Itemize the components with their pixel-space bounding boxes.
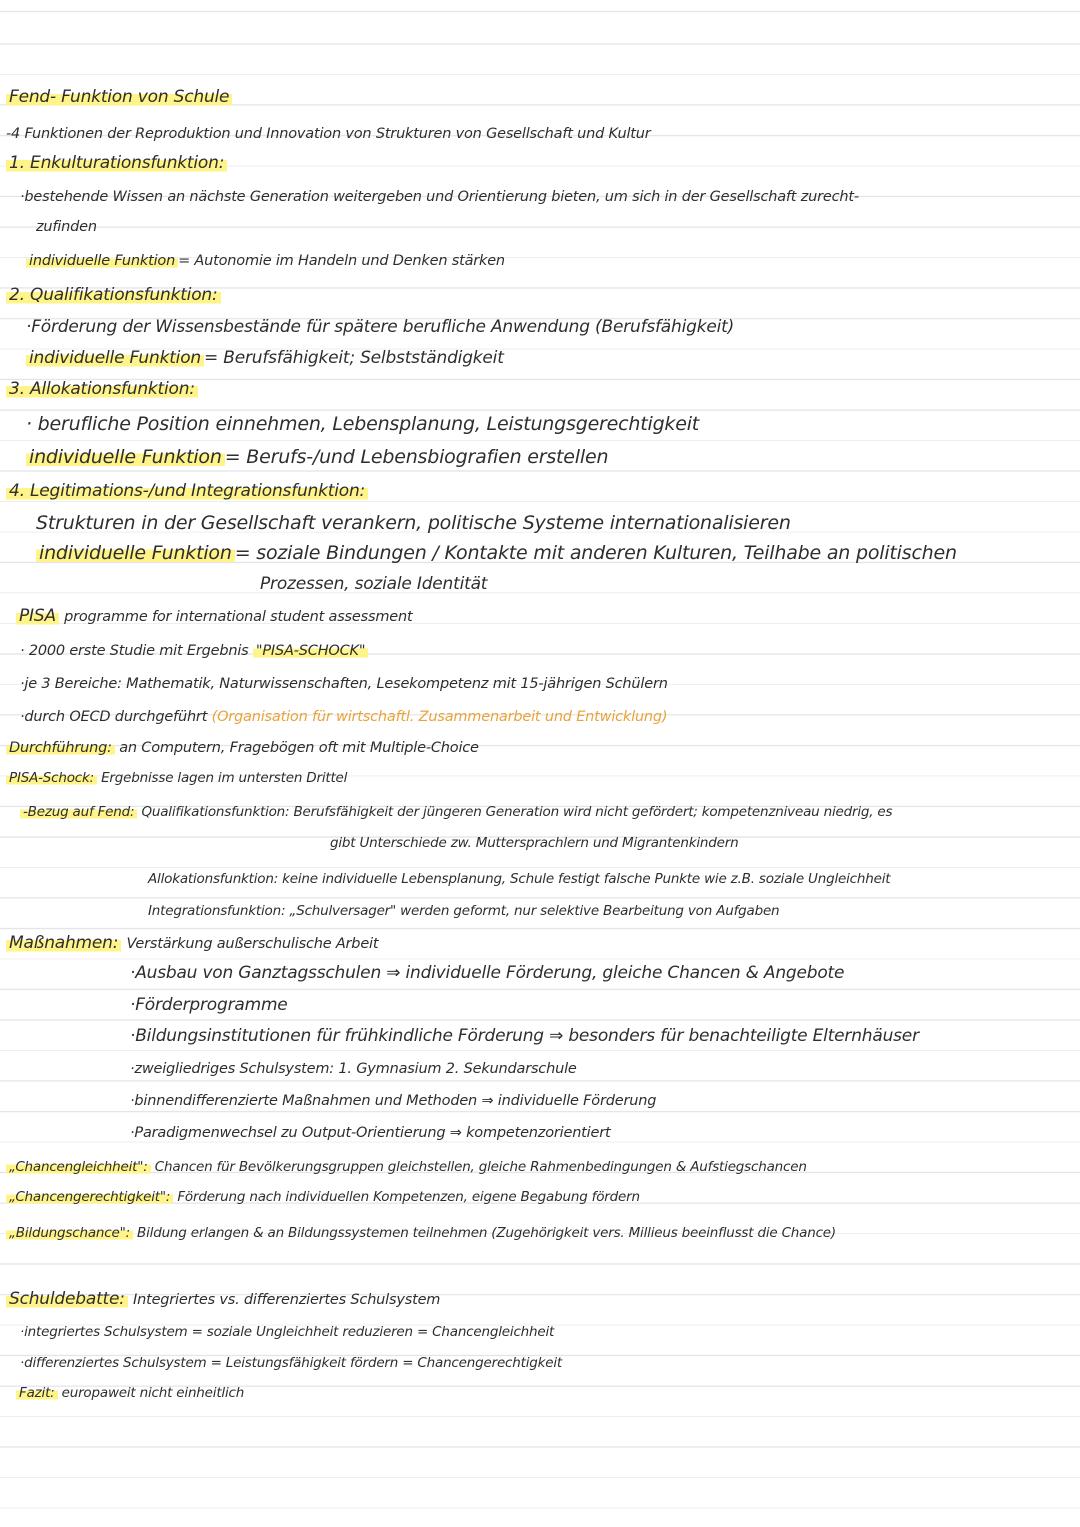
massnahmen-item: ·binnendifferenzierte Maßnahmen und Methoden ⇒ individuelle Förderung [130, 1093, 657, 1109]
section-4-individual: individuelle Funktion = soziale Bindungen / Kontakte mit anderen Kulturen, Teilhabe an politischen [36, 542, 957, 564]
massnahmen-item: ·Ausbau von Ganztagsschulen ⇒ individuelle Förderung, gleiche Chancen & Angebote [130, 963, 845, 983]
section-1-line-cont: zufinden [36, 219, 97, 235]
section-1-line: ·bestehende Wissen an nächste Generation weitergeben und Orientierung bieten, um sich in der Gesellschaft zurecht- [20, 189, 859, 205]
schuldebatte-line-2: ·differenziertes Schulsystem = Leistungsfähigkeit fördern = Chancengerechtigkeit [20, 1355, 563, 1371]
pisa-integration: Integrationsfunktion: „Schulversager" werden geformt, nur selektive Bearbeitung von Aufgaben [148, 903, 780, 919]
begriff-bildungschance: „Bildungschance": Bildung erlangen & an Bildungssystemen teilnehmen (Zugehörigkeit vers. Millieus beeinflusst die Chance) [6, 1222, 836, 1244]
pisa-allokation: Allokationsfunktion: keine individuelle Lebensplanung, Schule festigt falsche Punkte wie z.B. soziale Ungleichheit [148, 871, 891, 887]
massnahmen-item: ·Bildungsinstitutionen für frühkindliche Förderung ⇒ besonders für benachteiligte Elternhäuser [130, 1026, 919, 1046]
begriff-chancengleichheit: „Chancengleichheit": Chancen für Bevölkerungsgruppen gleichstellen, gleiche Rahmenbedingungen & Aufstiegschancen [6, 1156, 807, 1178]
section-2-line: ·Förderung der Wissensbestände für spätere berufliche Anwendung (Berufsfähigkeit) [26, 317, 735, 337]
massnahmen-heading: Maßnahmen: Verstärkung außerschulische Arbeit [6, 932, 378, 955]
schuldebatte-heading: Schuldebatte: Integriertes vs. differenziertes Schulsystem [6, 1288, 440, 1311]
intro-line: -4 Funktionen der Reproduktion und Innovation von Strukturen von Gesellschaft und Kultur [6, 126, 651, 142]
pisa-schock: PISA-Schock: Ergebnisse lagen im untersten Drittel [6, 767, 347, 789]
title-highlight: Fend- Funktion von Schule [6, 87, 232, 107]
section-3-individual: individuelle Funktion = Berufs-/und Lebensbiografien erstellen [26, 446, 608, 468]
section-4-heading: 4. Legitimations-/und Integrationsfunktion: [6, 480, 368, 502]
pisa-bezug: -Bezug auf Fend: Qualifikationsfunktion: Berufsfähigkeit der jüngeren Generation wird nicht gefördert; kompetenzniveau niedrig, es [20, 801, 892, 823]
schuldebatte-fazit: Fazit: europaweit nicht einheitlich [16, 1382, 244, 1404]
begriff-chancengerechtigkeit: „Chancengerechtigkeit": Förderung nach individuellen Kompetenzen, eigene Begabung fördern [6, 1186, 640, 1208]
schuldebatte-line-1: ·integriertes Schulsystem = soziale Ungleichheit reduzieren = Chancengleichheit [20, 1324, 555, 1340]
section-2-heading: 2. Qualifikationsfunktion: [6, 284, 221, 306]
pisa-durchfuehrung: Durchführung: an Computern, Fragebögen oft mit Multiple-Choice [6, 737, 479, 759]
section-1-heading: 1. Enkulturationsfunktion: [6, 152, 227, 174]
section-1-individual: individuelle Funktion = Autonomie im Handeln und Denken stärken [26, 250, 505, 272]
pisa-line-1: · 2000 erste Studie mit Ergebnis "PISA-SCHOCK" [20, 640, 368, 662]
section-3-line: · berufliche Position einnehmen, Lebensplanung, Leistungsgerechtigkeit [26, 413, 700, 435]
massnahmen-item: ·zweigliedriges Schulsystem: 1. Gymnasium 2. Sekundarschule [130, 1061, 577, 1077]
massnahmen-item: ·Förderprogramme [130, 995, 288, 1015]
pisa-bezug-cont: gibt Unterschiede zw. Muttersprachlern und Migrantenkindern [330, 835, 739, 851]
pisa-line-3: ·durch OECD durchgeführt (Organisation für wirtschaftl. Zusammenarbeit und Entwicklung) [20, 709, 668, 725]
page-title [6, 86, 232, 108]
massnahmen-item: ·Paradigmenwechsel zu Output-Orientierung ⇒ kompetenzorientiert [130, 1125, 611, 1141]
section-4-individual-cont: Prozessen, soziale Identität [260, 574, 488, 594]
section-4-line: Strukturen in der Gesellschaft verankern, politische Systeme internationalisieren [36, 512, 791, 534]
pisa-heading: PISA programme for international student assessment [16, 605, 412, 628]
section-3-heading: 3. Allokationsfunktion: [6, 378, 198, 400]
section-2-individual: individuelle Funktion = Berufsfähigkeit; Selbstständigkeit [26, 347, 504, 369]
pisa-line-2: ·je 3 Bereiche: Mathematik, Naturwissenschaften, Lesekompetenz mit 15-jährigen Schülern [20, 676, 668, 692]
